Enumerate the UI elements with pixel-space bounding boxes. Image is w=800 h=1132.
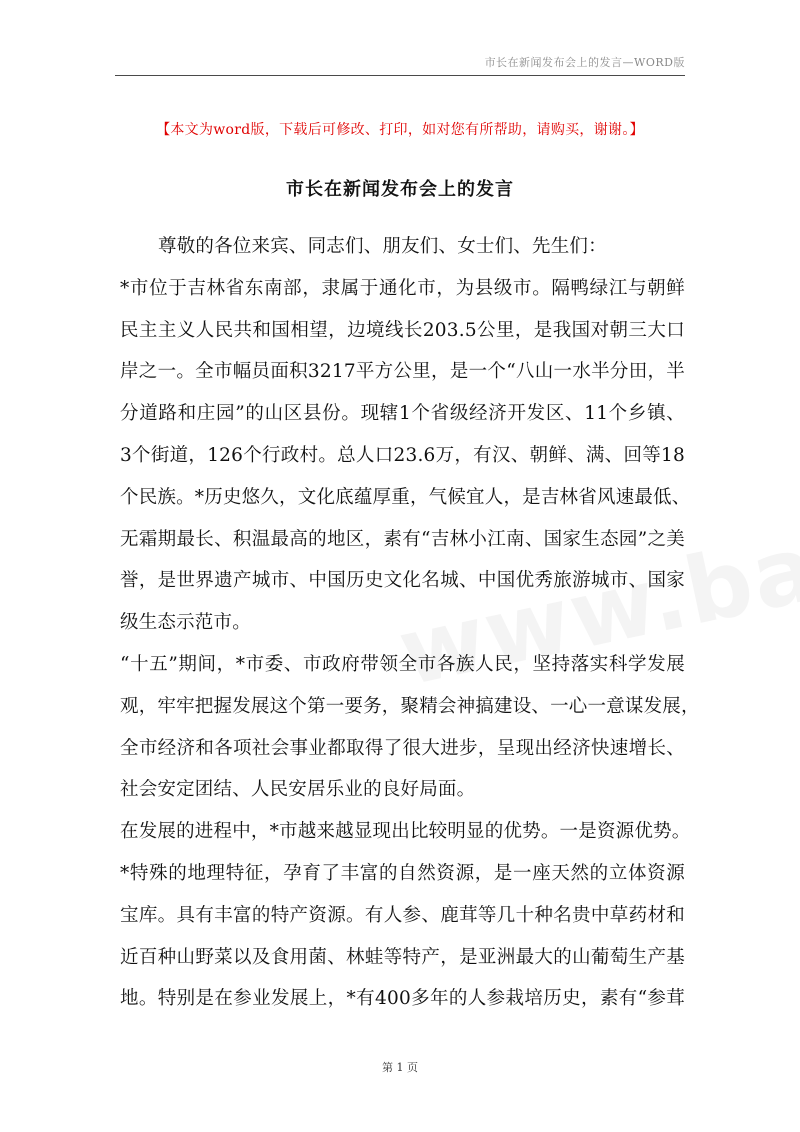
body-line-paragraph-end: 社会安定团结、人民安居乐业的良好局面。 bbox=[120, 779, 476, 801]
body-line: 岸之一。全市幅员面积3217平方公里，是一个“八山一水半分田，半 bbox=[120, 361, 685, 383]
body-line: “十五”期间，*市委、市政府带领全市各族人民，坚持落实科学发展 bbox=[120, 653, 685, 675]
body-line: 3个街道，126个行政村。总人口23.6万，有汉、朝鲜、满、回等18 bbox=[120, 444, 685, 466]
body-line: 誉，是世界遗产城市、中国历史文化名城、中国优秀旅游城市、国家 bbox=[120, 570, 685, 592]
body-line-paragraph-end: 级生态示范市。 bbox=[120, 612, 251, 634]
header-rule bbox=[115, 75, 685, 76]
body-line: *特殊的地理特征，孕育了丰富的自然资源，是一座天然的立体资源 bbox=[120, 862, 685, 884]
body-line: 民主主义人民共和国相望，边境线长203.5公里，是我国对朝三大口 bbox=[120, 319, 685, 341]
document-title: 市长在新闻发布会上的发言 bbox=[286, 179, 514, 200]
body-line: 无霜期最长、积温最高的地区，素有“吉林小江南、国家生态园”之美 bbox=[120, 528, 685, 550]
body-line: 观，牢牢把握发展这个第一要务，聚精会神搞建设、一心一意谋发展， bbox=[120, 695, 700, 717]
running-header: 市长在新闻发布会上的发言—WORD版 bbox=[484, 56, 685, 69]
salutation-line: 尊敬的各位来宾、同志们、朋友们、女士们、先生们： bbox=[158, 236, 607, 257]
body-line: 全市经济和各项社会事业都取得了很大进步，呈现出经济快速增长、 bbox=[120, 737, 685, 759]
body-line: 个民族。*历史悠久，文化底蕴厚重，气候宜人，是吉林省风速最低、 bbox=[120, 486, 691, 508]
body-line: 在发展的进程中，*市越来越显现出比较明显的优势。一是资源优势。 bbox=[120, 821, 691, 843]
body-line: 近百种山野菜以及食用菌、林蛙等特产，是亚洲最大的山葡萄生产基 bbox=[120, 946, 685, 968]
download-notice: 【本文为word版，下载后可修改、打印，如对您有所帮助，请购买，谢谢。】 bbox=[156, 122, 644, 138]
document-body bbox=[120, 226, 700, 1020]
body-line: 分道路和庄园”的山区县份。现辖1个省级经济开发区、11个乡镇、 bbox=[120, 403, 685, 425]
body-line: 宝库。具有丰富的特产资源。有人参、鹿茸等几十种名贵中草药材和 bbox=[120, 904, 685, 926]
body-line: 地。特别是在参业发展上，*有400多年的人参栽培历史，素有“参茸 bbox=[120, 988, 685, 1010]
page-number: 第 1 页 bbox=[382, 1061, 418, 1074]
body-line: *市位于吉林省东南部，隶属于通化市，为县级市。隔鸭绿江与朝鲜 bbox=[120, 277, 685, 299]
